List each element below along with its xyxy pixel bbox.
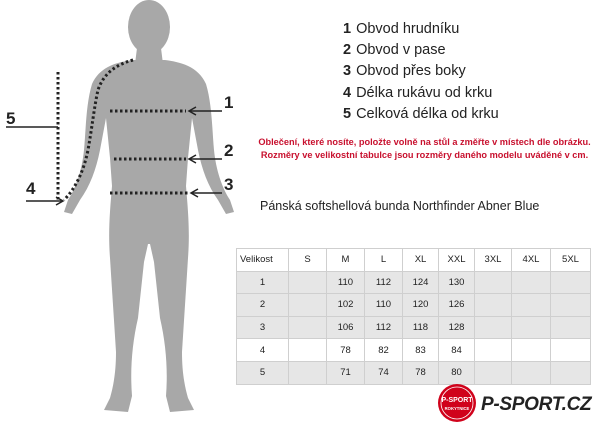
legend-item: 5 Celková délka od krku — [343, 105, 499, 122]
measurement-legend — [343, 19, 499, 125]
table-cell: 78 — [403, 361, 439, 384]
table-cell: 78 — [327, 339, 365, 362]
table-row — [237, 294, 591, 317]
measurement-notice — [252, 136, 597, 161]
table-cell: 102 — [327, 294, 365, 317]
table-cell: 110 — [327, 271, 365, 294]
table-cell: 84 — [439, 339, 475, 362]
marker-1: 1 — [224, 93, 234, 112]
table-cell: 128 — [439, 316, 475, 339]
table-cell: 110 — [365, 294, 403, 317]
table-cell: 71 — [327, 361, 365, 384]
header-l: L — [365, 249, 403, 272]
table-cell — [475, 271, 512, 294]
table-cell — [475, 361, 512, 384]
table-cell: 118 — [403, 316, 439, 339]
header-4xl: 4XL — [512, 249, 551, 272]
marker-5: 5 — [6, 109, 16, 128]
table-row — [237, 339, 591, 362]
table-cell: 3 — [237, 316, 289, 339]
table-cell: 82 — [365, 339, 403, 362]
header-xxl: XXL — [439, 249, 475, 272]
table-cell: 4 — [237, 339, 289, 362]
marker-4: 4 — [26, 179, 36, 198]
table-cell — [551, 316, 591, 339]
header-s: S — [289, 249, 327, 272]
table-cell — [289, 271, 327, 294]
table-cell: 74 — [365, 361, 403, 384]
size-table — [236, 248, 591, 385]
table-cell — [512, 294, 551, 317]
notice-line-1: Oblečení, které nosíte, položte volně na stůl a změřte v místech dle obrázku. — [258, 137, 591, 147]
table-cell: 126 — [439, 294, 475, 317]
logo-badge-bottom: ROKYTNICE — [444, 406, 470, 411]
header-xl: XL — [403, 249, 439, 272]
legend-item: 1 Obvod hrudníku — [343, 21, 460, 37]
table-cell — [289, 361, 327, 384]
table-cell — [512, 271, 551, 294]
table-cell: 106 — [327, 316, 365, 339]
table-cell — [289, 316, 327, 339]
header-velikost: Velikost — [237, 249, 289, 272]
legend-item: 4 Délka rukávu od krku — [343, 84, 493, 101]
table-cell: 112 — [365, 271, 403, 294]
table-cell — [475, 294, 512, 317]
header-3xl: 3XL — [475, 249, 512, 272]
table-cell — [551, 339, 591, 362]
p-sport-logo — [437, 383, 477, 423]
table-cell — [289, 339, 327, 362]
logo-badge-top: P-SPORT — [441, 397, 473, 404]
table-cell — [475, 339, 512, 362]
table-cell — [551, 361, 591, 384]
header-5xl: 5XL — [551, 249, 591, 272]
notice-line-2: Rozměry ve velikostní tabulce jsou rozměry daného modelu uváděné v cm. — [260, 149, 589, 160]
table-cell: 120 — [403, 294, 439, 317]
marker-3: 3 — [224, 175, 234, 194]
table-cell: 80 — [439, 361, 475, 384]
table-cell: 124 — [403, 271, 439, 294]
table-cell: 83 — [403, 339, 439, 362]
table-row — [237, 361, 591, 384]
brand-name: P-SPORT.CZ — [481, 394, 592, 415]
table-cell — [512, 316, 551, 339]
table-cell — [551, 271, 591, 294]
table-cell — [551, 294, 591, 317]
legend-item: 2 Obvod v pase — [343, 42, 446, 59]
marker-2: 2 — [224, 141, 234, 160]
table-cell — [289, 294, 327, 317]
table-cell — [512, 339, 551, 362]
table-row — [237, 271, 591, 294]
table-cell: 130 — [439, 271, 475, 294]
table-cell: 2 — [237, 294, 289, 317]
table-cell: 5 — [237, 361, 289, 384]
table-cell: 112 — [365, 316, 403, 339]
table-header-row — [237, 249, 591, 272]
legend-item: 3 Obvod přes boky — [343, 63, 466, 80]
table-cell — [512, 361, 551, 384]
table-cell: 1 — [237, 271, 289, 294]
human-silhouette — [64, 0, 234, 412]
table-row — [237, 316, 591, 339]
header-m: M — [327, 249, 365, 272]
table-cell — [475, 316, 512, 339]
product-title: Pánská softshellová bunda Northfinder Abner Blue — [260, 199, 540, 213]
